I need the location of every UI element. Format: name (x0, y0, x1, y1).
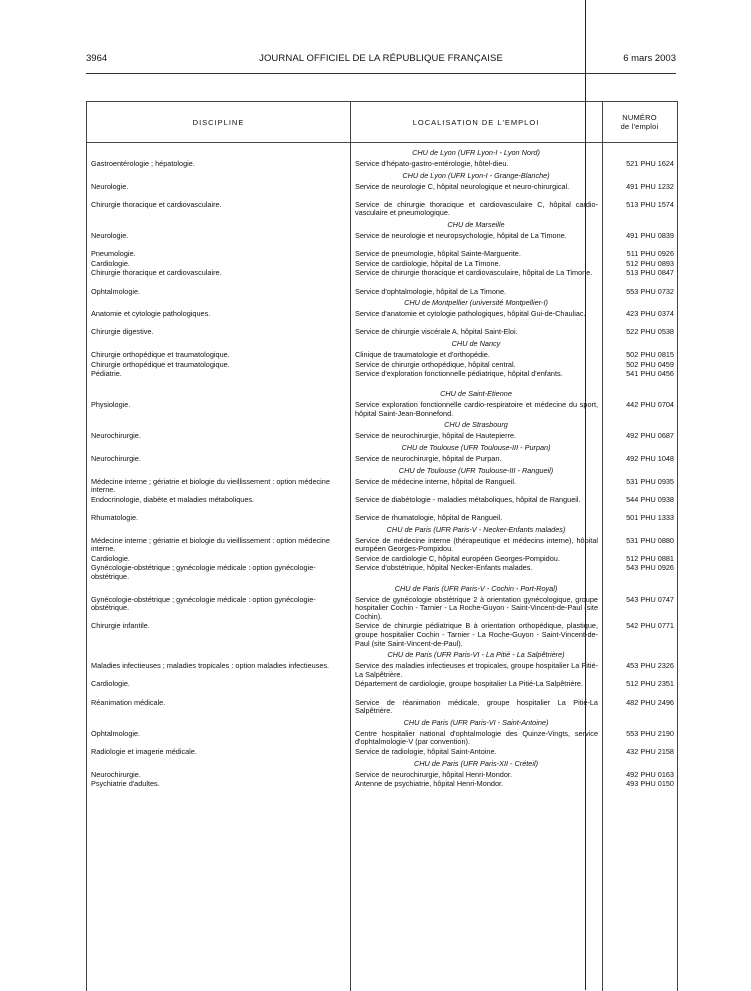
numero-cell: 492 PHU 1048 (626, 454, 674, 464)
discipline-cell: Réanimation médicale. (91, 697, 166, 707)
discipline-cell: Gynécologie-obstétrique ; gynécologie médicale : option gynécologie-obstétrique. (91, 594, 316, 613)
localisation-cell: Service de neurochirurgie, hôpital de Purpan. (355, 454, 502, 464)
table-row (87, 564, 677, 582)
page-header (86, 53, 676, 67)
localisation-cell: Antenne de psychiatrie, hôpital Henri-Mondor. (355, 779, 504, 789)
table-row (87, 780, 677, 790)
numero-cell: 432 PHU 2158 (626, 746, 674, 756)
table-row (87, 662, 677, 680)
table-row (87, 160, 677, 170)
table-row (87, 232, 677, 250)
localisation-cell: Service de gynécologie obstétrique 2 à orientation gynécologique, groupe hospitalier Cochin - Tarnier - La Roche-Guyon - Saint-Vincent-de-Paul (site Cochin). (355, 594, 598, 621)
discipline-cell: Psychiatrie d'adultes. (91, 779, 160, 789)
discipline-cell: Anatomie et cytologie pathologiques. (91, 309, 211, 319)
localisation-cell: Service de radiologie, hôpital Saint-Antoine. (355, 746, 497, 756)
localisation-cell: Service de neurochirurgie, hôpital de Hautepierre. (355, 431, 517, 441)
table-row (87, 401, 677, 419)
numero-cell: 544 PHU 0938 (626, 494, 674, 504)
localisation-cell: Service de médecine interne (thérapeutique et médecins interne), hôpital européen Georges-Pompidou. (355, 535, 598, 554)
numero-cell: 502 PHU 0815 (626, 349, 674, 359)
discipline-cell: Cardiologie. (91, 258, 130, 268)
page-fold-line (585, 0, 586, 990)
table-row (87, 680, 677, 698)
table-row (87, 183, 677, 201)
section-header: CHU de Lyon (UFR Lyon-I - Grange-Blanche) (402, 170, 550, 180)
discipline-cell: Physiologie. (91, 400, 131, 410)
section-header: CHU de Saint-Etienne (440, 389, 512, 399)
section-header: CHU de Paris (UFR Paris-VI - Saint-Antoine) (403, 717, 549, 727)
column-header-discipline: DISCIPLINE (192, 117, 245, 127)
table-row (87, 596, 677, 623)
discipline-cell: Ophtalmologie. (91, 286, 141, 296)
localisation-cell: Département de cardiologie, groupe hospitalier La Pitié-La Salpêtrière. (355, 679, 583, 689)
discipline-cell: Chirurgie digestive. (91, 327, 154, 337)
discipline-cell: Cardiologie. (91, 679, 130, 689)
discipline-cell: Gynécologie-obstétrique ; gynécologie médicale : option gynécologie-obstétrique. (91, 563, 316, 581)
column-header-numero-line2: de l'emploi (620, 122, 659, 131)
numero-cell: 512 PHU 2351 (626, 679, 674, 689)
section-header: CHU de Lyon (UFR Lyon-I - Lyon Nord) (412, 148, 540, 157)
page-number: 3964 (86, 53, 108, 64)
localisation-cell: Service de neurologie et neuropsychologie, hôpital de La Timone. (355, 230, 567, 240)
table-row (87, 455, 677, 465)
localisation-cell: Service de médecine interne, hôpital de Rangueil. (355, 476, 517, 486)
discipline-cell: Ophtalmologie. (91, 728, 141, 738)
table-row (87, 288, 677, 298)
numero-cell: 542 PHU 0771 (626, 621, 674, 631)
numero-cell: 521 PHU 1624 (626, 159, 674, 168)
section-header: CHU de Paris (UFR Paris-XII - Créteil) (413, 758, 539, 768)
table-row (87, 748, 677, 758)
localisation-cell: Service d'ophtalmologie, hôpital de La Timone. (355, 286, 507, 296)
localisation-cell: Service de pneumologie, hôpital Sainte-Marguerite. (355, 249, 521, 259)
numero-cell: 491 PHU 0839 (626, 230, 674, 240)
table-row (87, 730, 677, 748)
table-row (87, 537, 677, 555)
section-header: CHU de Nancy (451, 338, 501, 348)
localisation-cell: Service de cardiologie C, hôpital européen Georges-Pompidou. (355, 553, 560, 563)
table-row (87, 514, 677, 524)
discipline-cell: Chirurgie thoracique et cardiovasculaire. (91, 199, 222, 209)
numero-cell: 501 PHU 1333 (626, 513, 674, 523)
numero-cell: 531 PHU 0935 (626, 476, 674, 486)
numero-cell: 492 PHU 0687 (626, 431, 674, 441)
localisation-cell: Service de chirurgie viscérale A, hôpital Saint-Eloi. (355, 327, 518, 337)
table-row (87, 328, 677, 338)
numero-cell: 531 PHU 0880 (626, 535, 674, 545)
numero-cell: 553 PHU 2190 (626, 728, 674, 738)
localisation-cell: Clinique de traumatologie et d'orthopédie. (355, 349, 490, 359)
discipline-cell: Rhumatologie. (91, 513, 139, 523)
section-header: CHU de Paris (UFR Paris-V - Cochin - Port-Royal) (394, 583, 558, 593)
issue-date: 6 mars 2003 (623, 53, 676, 64)
discipline-cell: Chirurgie thoracique et cardiovasculaire. (91, 268, 222, 278)
table-row (87, 478, 677, 496)
section-header: CHU de Toulouse (UFR Toulouse-III - Rangueil) (398, 465, 554, 475)
discipline-cell: Cardiologie. (91, 553, 130, 563)
numero-cell: 482 PHU 2496 (626, 697, 674, 707)
localisation-cell: Service de neurochirurgie, hôpital Henri-Mondor. (355, 769, 512, 779)
numero-cell: 493 PHU 0150 (626, 779, 674, 789)
posts-table (86, 101, 678, 991)
discipline-cell: Chirurgie orthopédique et traumatologique. (91, 349, 230, 359)
localisation-cell: Service de diabétologie - maladies métaboliques, hôpital de Rangueil. (355, 494, 581, 504)
numero-cell: 492 PHU 0163 (626, 769, 674, 779)
table-row (87, 432, 677, 442)
header-rule (86, 73, 676, 74)
localisation-cell: Service de chirurgie thoracique et cardiovasculaire, hôpital de La Timone. (355, 268, 593, 278)
table-row (87, 699, 677, 717)
discipline-cell: Endocrinologie, diabète et maladies métaboliques. (91, 494, 255, 504)
localisation-cell: Service de neurologie C, hôpital neurologique et neuro-chirurgical. (355, 181, 570, 191)
column-header-numero-line1: NUMÉRO (622, 113, 657, 122)
discipline-cell: Pédiatrie. (91, 369, 122, 379)
discipline-cell: Maladies infectieuses ; maladies tropicales : option maladies infectieuses. (91, 661, 330, 671)
section-header: CHU de Marseille (447, 219, 505, 229)
section-header: CHU de Toulouse (UFR Toulouse-III - Purpan) (401, 443, 551, 453)
discipline-cell: Médecine interne ; gériatrie et biologie du vieillissement : option médecine interne. (91, 535, 330, 554)
localisation-cell: Service des maladies infectieuses et tropicales, groupe hospitalier La Pitié-La Salpêtrière. (355, 661, 598, 679)
numero-cell: 502 PHU 0459 (626, 359, 674, 369)
discipline-cell: Radiologie et imagerie médicale. (91, 746, 197, 756)
discipline-cell: Neurochirurgie. (91, 454, 141, 464)
discipline-cell: Médecine interne ; gériatrie et biologie du vieillissement : option médecine interne. (91, 476, 330, 495)
numero-cell: 541 PHU 0456 (626, 369, 674, 379)
localisation-cell: Centre hospitalier national d'ophtalmologie des Quinze-Vingts, service d'ophtalmologie-V (par convention). (355, 728, 598, 747)
numero-cell: 553 PHU 0732 (626, 286, 674, 296)
numero-cell: 522 PHU 0538 (626, 327, 674, 337)
numero-cell: 543 PHU 0926 (626, 563, 674, 573)
localisation-cell: Service exploration fonctionnelle cardio-respiratoire et médecine du sport, hôpital Saint-Jean-Bonnefond. (355, 400, 598, 418)
localisation-cell: Service d'anatomie et cytologie pathologiques, hôpital Gui-de-Chauliac. (355, 309, 586, 319)
table-row (87, 496, 677, 514)
discipline-cell: Neurologie. (91, 230, 129, 240)
numero-cell: 511 PHU 0926 (626, 249, 674, 259)
table-row (87, 310, 677, 328)
localisation-cell: Service de rhumatologie, hôpital de Rangueil. (355, 513, 503, 523)
table-row (87, 201, 677, 219)
section-header: CHU de Strasbourg (444, 420, 508, 430)
localisation-cell: Service d'exploration fonctionnelle pédiatrique, hôpital d'enfants. (355, 369, 563, 379)
localisation-cell: Service d'hépato-gastro-entérologie, hôtel-dieu. (355, 159, 509, 168)
section-header: CHU de Montpellier (université Montpellier-I) (404, 298, 548, 308)
numero-cell: 423 PHU 0374 (626, 309, 674, 319)
numero-cell: 543 PHU 0747 (626, 594, 674, 604)
localisation-cell: Service de réanimation médicale, groupe hospitalier La Pitié-La Salpêtrière. (355, 697, 598, 716)
discipline-cell: Pneumologie. (91, 249, 136, 259)
table-row (87, 269, 677, 287)
table-row (87, 370, 677, 388)
discipline-cell: Neurologie. (91, 181, 129, 191)
numero-cell: 513 PHU 1574 (626, 199, 674, 209)
table-body (87, 147, 677, 790)
numero-cell: 513 PHU 0847 (626, 268, 674, 278)
section-header: CHU de Paris (UFR Paris-V - Necker-Enfants malades) (386, 524, 566, 534)
numero-cell: 512 PHU 0893 (626, 258, 674, 268)
table-header (87, 102, 677, 143)
column-header-numero (602, 102, 677, 142)
discipline-cell: Neurochirurgie. (91, 769, 141, 779)
numero-cell: 512 PHU 0881 (626, 553, 674, 563)
discipline-cell: Gastroentérologie ; hépatologie. (91, 159, 195, 168)
column-header-localisation: LOCALISATION DE L'EMPLOI (412, 117, 540, 127)
localisation-cell: Service de chirurgie orthopédique, hôpital central. (355, 359, 516, 369)
discipline-cell: Neurochirurgie. (91, 431, 141, 441)
discipline-cell: Chirurgie orthopédique et traumatologique. (91, 359, 230, 369)
localisation-cell: Service d'obstétrique, hôpital Necker-Enfants malades. (355, 563, 533, 573)
localisation-cell: Service de chirurgie pédiatrique B à orientation orthopédique, plastique, groupe hospitalier Cochin - Tarnier - La Roche-Guyon - Saint-Vincent-de-Paul (site Saint-Vincent-de-Paul). (355, 621, 598, 648)
numero-cell: 491 PHU 1232 (626, 181, 674, 191)
localisation-cell: Service de chirurgie thoracique et cardiovasculaire C, hôpital cardio-vasculaire et pneumologique. (355, 199, 598, 218)
journal-title: JOURNAL OFFICIEL DE LA RÉPUBLIQUE FRANÇAISE (259, 53, 503, 64)
table-row (87, 622, 677, 649)
section-header: CHU de Paris (UFR Paris-VI - La Pitié - La Salpêtrière) (387, 650, 565, 660)
numero-cell: 442 PHU 0704 (626, 400, 674, 410)
localisation-cell: Service de cardiologie, hôpital de La Timone. (355, 258, 501, 268)
numero-cell: 453 PHU 2326 (626, 661, 674, 671)
discipline-cell: Chirurgie infantile. (91, 621, 150, 631)
